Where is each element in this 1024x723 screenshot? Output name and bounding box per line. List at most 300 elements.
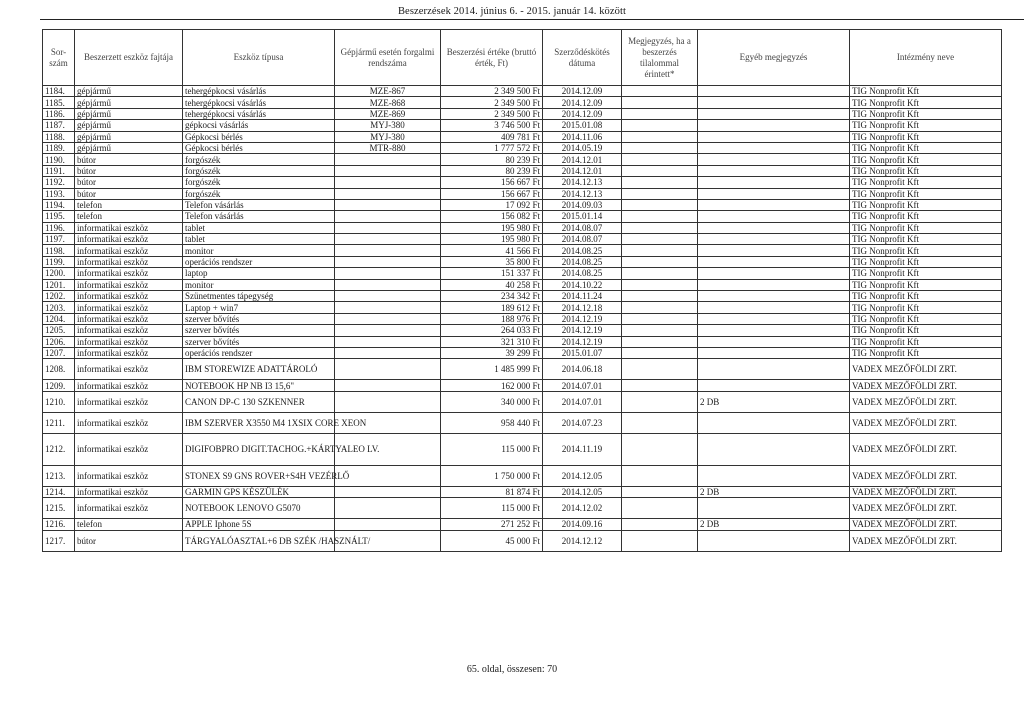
cell-datum: 2014.12.01 [543, 165, 622, 176]
cell-megjegyzes [622, 336, 698, 347]
table-row [43, 291, 1002, 302]
cell-datum: 2014.12.01 [543, 154, 622, 165]
cell-fajta: informatikai eszköz [75, 465, 183, 486]
cell-egyeb [698, 433, 850, 465]
cell-datum: 2014.12.13 [543, 188, 622, 199]
cell-datum: 2014.07.01 [543, 391, 622, 412]
cell-tipus: tehergépkocsi vásárlás [183, 97, 335, 108]
cell-sorszam: 1196. [43, 222, 75, 233]
cell-tipus: szerver bővítés [183, 325, 335, 336]
cell-datum: 2014.09.03 [543, 199, 622, 210]
cell-egyeb [698, 222, 850, 233]
cell-megjegyzes [622, 519, 698, 530]
cell-datum: 2015.01.14 [543, 211, 622, 222]
cell-intezmeny: TIG Nonprofit Kft [850, 256, 1002, 267]
cell-sorszam: 1203. [43, 302, 75, 313]
cell-fajta: informatikai eszköz [75, 347, 183, 358]
cell-ertek: 35 800 Ft [441, 256, 543, 267]
cell-egyeb: 2 DB [698, 519, 850, 530]
cell-datum: 2014.08.07 [543, 222, 622, 233]
cell-rendszam [335, 268, 441, 279]
procurement-table [42, 29, 1002, 552]
cell-tipus: IBM STOREWIZE ADATTÁROLÓ [183, 359, 335, 380]
cell-sorszam: 1207. [43, 347, 75, 358]
table-row [43, 347, 1002, 358]
table-row [43, 313, 1002, 324]
cell-fajta: bútor [75, 177, 183, 188]
cell-intezmeny: TIG Nonprofit Kft [850, 279, 1002, 290]
cell-egyeb [698, 245, 850, 256]
cell-rendszam [335, 154, 441, 165]
cell-intezmeny: TIG Nonprofit Kft [850, 154, 1002, 165]
cell-intezmeny: TIG Nonprofit Kft [850, 245, 1002, 256]
cell-datum: 2014.12.05 [543, 465, 622, 486]
cell-rendszam [335, 188, 441, 199]
cell-fajta: informatikai eszköz [75, 486, 183, 497]
cell-fajta: informatikai eszköz [75, 498, 183, 519]
cell-egyeb [698, 412, 850, 433]
table-row [43, 199, 1002, 210]
cell-megjegyzes [622, 234, 698, 245]
cell-sorszam: 1206. [43, 336, 75, 347]
table-row [43, 177, 1002, 188]
cell-intezmeny: VADEX MEZŐFÖLDI ZRT. [850, 380, 1002, 391]
cell-egyeb [698, 336, 850, 347]
cell-sorszam: 1192. [43, 177, 75, 188]
cell-sorszam: 1210. [43, 391, 75, 412]
cell-rendszam: MZE-869 [335, 108, 441, 119]
table-row [43, 465, 1002, 486]
cell-ertek: 17 092 Ft [441, 199, 543, 210]
table-row [43, 336, 1002, 347]
cell-ertek: 156 667 Ft [441, 188, 543, 199]
table-row [43, 530, 1002, 551]
cell-fajta: telefon [75, 519, 183, 530]
table-row [43, 256, 1002, 267]
cell-ertek: 162 000 Ft [441, 380, 543, 391]
cell-tipus: Szünetmentes tápegység [183, 291, 335, 302]
cell-fajta: informatikai eszköz [75, 245, 183, 256]
cell-ertek: 189 612 Ft [441, 302, 543, 313]
cell-tipus: IBM SZERVER X3550 M4 1XSIX CORE XEON [183, 412, 335, 433]
cell-tipus: Telefon vásárlás [183, 199, 335, 210]
cell-egyeb [698, 97, 850, 108]
cell-egyeb [698, 279, 850, 290]
cell-rendszam [335, 313, 441, 324]
cell-sorszam: 1214. [43, 486, 75, 497]
table-row [43, 302, 1002, 313]
table-row [43, 268, 1002, 279]
cell-megjegyzes [622, 211, 698, 222]
cell-rendszam [335, 177, 441, 188]
cell-intezmeny: VADEX MEZŐFÖLDI ZRT. [850, 519, 1002, 530]
header-rule [40, 19, 1024, 20]
cell-intezmeny: VADEX MEZŐFÖLDI ZRT. [850, 530, 1002, 551]
cell-fajta: gépjármű [75, 120, 183, 131]
cell-fajta: informatikai eszköz [75, 279, 183, 290]
cell-intezmeny: VADEX MEZŐFÖLDI ZRT. [850, 498, 1002, 519]
table-row [43, 245, 1002, 256]
cell-ertek: 271 252 Ft [441, 519, 543, 530]
cell-rendszam [335, 325, 441, 336]
cell-tipus: NOTEBOOK HP NB I3 15,6" [183, 380, 335, 391]
cell-tipus: GARMIN GPS KÉSZÜLÉK [183, 486, 335, 497]
cell-ertek: 2 349 500 Ft [441, 108, 543, 119]
cell-egyeb [698, 165, 850, 176]
cell-megjegyzes [622, 188, 698, 199]
cell-megjegyzes [622, 97, 698, 108]
page-title: Beszerzések 2014. június 6. - 2015. január 14. között [397, 6, 627, 17]
cell-megjegyzes [622, 279, 698, 290]
cell-megjegyzes [622, 154, 698, 165]
cell-datum: 2014.06.18 [543, 359, 622, 380]
page-footer: 65. oldal, összesen: 70 [466, 664, 558, 675]
cell-sorszam: 1198. [43, 245, 75, 256]
cell-datum: 2014.12.09 [543, 97, 622, 108]
cell-megjegyzes [622, 391, 698, 412]
cell-tipus: forgószék [183, 154, 335, 165]
cell-datum: 2014.08.25 [543, 256, 622, 267]
cell-sorszam: 1186. [43, 108, 75, 119]
cell-intezmeny: TIG Nonprofit Kft [850, 177, 1002, 188]
cell-datum: 2014.12.12 [543, 530, 622, 551]
col-header-tipus: Eszköz típusa [183, 30, 335, 86]
cell-tipus: szerver bővítés [183, 313, 335, 324]
cell-egyeb [698, 199, 850, 210]
cell-megjegyzes [622, 165, 698, 176]
cell-sorszam: 1202. [43, 291, 75, 302]
cell-intezmeny: TIG Nonprofit Kft [850, 291, 1002, 302]
cell-fajta: informatikai eszköz [75, 359, 183, 380]
cell-datum: 2015.01.08 [543, 120, 622, 131]
cell-rendszam: MZE-868 [335, 97, 441, 108]
cell-egyeb [698, 325, 850, 336]
cell-fajta: informatikai eszköz [75, 268, 183, 279]
cell-intezmeny: VADEX MEZŐFÖLDI ZRT. [850, 486, 1002, 497]
cell-sorszam: 1194. [43, 199, 75, 210]
cell-ertek: 115 000 Ft [441, 498, 543, 519]
table-row [43, 131, 1002, 142]
cell-megjegyzes [622, 131, 698, 142]
cell-sorszam: 1191. [43, 165, 75, 176]
cell-megjegyzes [622, 120, 698, 131]
cell-datum: 2014.12.13 [543, 177, 622, 188]
cell-sorszam: 1215. [43, 498, 75, 519]
cell-fajta: gépjármű [75, 97, 183, 108]
cell-datum: 2014.11.19 [543, 433, 622, 465]
cell-datum: 2014.11.06 [543, 131, 622, 142]
cell-intezmeny: TIG Nonprofit Kft [850, 199, 1002, 210]
cell-fajta: gépjármű [75, 86, 183, 97]
cell-rendszam [335, 199, 441, 210]
cell-megjegyzes [622, 530, 698, 551]
cell-datum: 2014.07.23 [543, 412, 622, 433]
cell-megjegyzes [622, 268, 698, 279]
cell-datum: 2014.12.05 [543, 486, 622, 497]
cell-ertek: 39 299 Ft [441, 347, 543, 358]
cell-ertek: 2 349 500 Ft [441, 86, 543, 97]
cell-megjegyzes [622, 433, 698, 465]
cell-ertek: 156 667 Ft [441, 177, 543, 188]
cell-fajta: informatikai eszköz [75, 302, 183, 313]
cell-fajta: bútor [75, 165, 183, 176]
cell-tipus: operációs rendszer [183, 347, 335, 358]
cell-tipus: forgószék [183, 188, 335, 199]
table-row [43, 211, 1002, 222]
cell-ertek: 2 349 500 Ft [441, 97, 543, 108]
cell-egyeb [698, 359, 850, 380]
cell-datum: 2014.05.19 [543, 142, 622, 153]
cell-intezmeny: TIG Nonprofit Kft [850, 222, 1002, 233]
cell-ertek: 195 980 Ft [441, 222, 543, 233]
cell-megjegyzes [622, 498, 698, 519]
cell-sorszam: 1199. [43, 256, 75, 267]
cell-rendszam [335, 256, 441, 267]
cell-datum: 2014.12.02 [543, 498, 622, 519]
cell-tipus: tehergépkocsi vásárlás [183, 108, 335, 119]
cell-tipus: Telefon vásárlás [183, 211, 335, 222]
cell-intezmeny: TIG Nonprofit Kft [850, 131, 1002, 142]
cell-egyeb [698, 291, 850, 302]
cell-rendszam [335, 380, 441, 391]
cell-ertek: 40 258 Ft [441, 279, 543, 290]
cell-egyeb [698, 465, 850, 486]
cell-rendszam: MZE-867 [335, 86, 441, 97]
table-header-row [43, 30, 1002, 86]
cell-intezmeny: VADEX MEZŐFÖLDI ZRT. [850, 359, 1002, 380]
cell-megjegyzes [622, 380, 698, 391]
cell-sorszam: 1200. [43, 268, 75, 279]
cell-intezmeny: TIG Nonprofit Kft [850, 86, 1002, 97]
cell-sorszam: 1188. [43, 131, 75, 142]
cell-sorszam: 1212. [43, 433, 75, 465]
cell-intezmeny: VADEX MEZŐFÖLDI ZRT. [850, 391, 1002, 412]
cell-tipus: TÁRGYALÓASZTAL+6 DB SZÉK /HASZNÁLT/ [183, 530, 335, 551]
table-row [43, 222, 1002, 233]
cell-egyeb [698, 211, 850, 222]
cell-sorszam: 1193. [43, 188, 75, 199]
table-row [43, 486, 1002, 497]
table-row [43, 279, 1002, 290]
table-row [43, 519, 1002, 530]
cell-egyeb [698, 380, 850, 391]
cell-sorszam: 1185. [43, 97, 75, 108]
cell-fajta: telefon [75, 211, 183, 222]
cell-egyeb [698, 530, 850, 551]
cell-egyeb: 2 DB [698, 486, 850, 497]
cell-fajta: informatikai eszköz [75, 433, 183, 465]
cell-megjegyzes [622, 465, 698, 486]
cell-rendszam [335, 498, 441, 519]
cell-tipus: CANON DP-C 130 SZKENNER [183, 391, 335, 412]
cell-intezmeny: TIG Nonprofit Kft [850, 325, 1002, 336]
cell-ertek: 188 976 Ft [441, 313, 543, 324]
cell-ertek: 340 000 Ft [441, 391, 543, 412]
cell-fajta: informatikai eszköz [75, 222, 183, 233]
cell-egyeb [698, 347, 850, 358]
cell-megjegyzes [622, 412, 698, 433]
cell-sorszam: 1208. [43, 359, 75, 380]
cell-megjegyzes [622, 313, 698, 324]
cell-fajta: gépjármű [75, 131, 183, 142]
cell-tipus: tehergépkocsi vásárlás [183, 86, 335, 97]
cell-sorszam: 1216. [43, 519, 75, 530]
cell-fajta: bútor [75, 530, 183, 551]
cell-egyeb [698, 256, 850, 267]
col-header-intezmeny: Intézmény neve [850, 30, 1002, 86]
table-row [43, 86, 1002, 97]
cell-sorszam: 1201. [43, 279, 75, 290]
cell-ertek: 151 337 Ft [441, 268, 543, 279]
cell-megjegyzes [622, 142, 698, 153]
cell-datum: 2014.12.09 [543, 108, 622, 119]
cell-datum: 2014.08.25 [543, 245, 622, 256]
cell-megjegyzes [622, 302, 698, 313]
cell-tipus: gépkocsi vásárlás [183, 120, 335, 131]
cell-datum: 2014.10.22 [543, 279, 622, 290]
cell-tipus: STONEX S9 GNS ROVER+S4H VEZÉRLŐ [183, 465, 335, 486]
cell-ertek: 41 566 Ft [441, 245, 543, 256]
cell-ertek: 234 342 Ft [441, 291, 543, 302]
col-header-sorszam: Sor- szám [43, 30, 75, 86]
cell-rendszam [335, 302, 441, 313]
cell-datum: 2014.12.19 [543, 325, 622, 336]
cell-egyeb [698, 498, 850, 519]
cell-megjegyzes [622, 359, 698, 380]
table-row [43, 498, 1002, 519]
cell-fajta: gépjármű [75, 108, 183, 119]
col-header-datum: Szerződéskötés dátuma [543, 30, 622, 86]
cell-fajta: gépjármű [75, 142, 183, 153]
cell-sorszam: 1197. [43, 234, 75, 245]
cell-intezmeny: TIG Nonprofit Kft [850, 97, 1002, 108]
cell-intezmeny: TIG Nonprofit Kft [850, 120, 1002, 131]
cell-rendszam [335, 486, 441, 497]
cell-datum: 2014.12.18 [543, 302, 622, 313]
cell-intezmeny: VADEX MEZŐFÖLDI ZRT. [850, 412, 1002, 433]
cell-egyeb [698, 177, 850, 188]
cell-rendszam [335, 211, 441, 222]
cell-fajta: informatikai eszköz [75, 336, 183, 347]
cell-rendszam [335, 519, 441, 530]
cell-datum: 2014.12.19 [543, 336, 622, 347]
cell-egyeb [698, 268, 850, 279]
cell-egyeb [698, 313, 850, 324]
cell-intezmeny: TIG Nonprofit Kft [850, 302, 1002, 313]
cell-sorszam: 1213. [43, 465, 75, 486]
cell-sorszam: 1217. [43, 530, 75, 551]
cell-ertek: 80 239 Ft [441, 154, 543, 165]
cell-ertek: 115 000 Ft [441, 433, 543, 465]
cell-megjegyzes [622, 86, 698, 97]
cell-intezmeny: VADEX MEZŐFÖLDI ZRT. [850, 465, 1002, 486]
cell-tipus: Laptop + win7 [183, 302, 335, 313]
cell-rendszam [335, 391, 441, 412]
cell-ertek: 3 746 500 Ft [441, 120, 543, 131]
cell-sorszam: 1189. [43, 142, 75, 153]
cell-fajta: bútor [75, 188, 183, 199]
cell-rendszam [335, 291, 441, 302]
cell-intezmeny: TIG Nonprofit Kft [850, 336, 1002, 347]
cell-intezmeny: TIG Nonprofit Kft [850, 108, 1002, 119]
cell-rendszam [335, 465, 441, 486]
cell-egyeb [698, 302, 850, 313]
cell-ertek: 195 980 Ft [441, 234, 543, 245]
cell-rendszam: MTR-880 [335, 142, 441, 153]
cell-intezmeny: TIG Nonprofit Kft [850, 188, 1002, 199]
cell-fajta: informatikai eszköz [75, 391, 183, 412]
cell-datum: 2014.08.07 [543, 234, 622, 245]
cell-fajta: telefon [75, 199, 183, 210]
cell-rendszam [335, 222, 441, 233]
cell-tipus: forgószék [183, 165, 335, 176]
table-body [43, 86, 1002, 552]
cell-ertek: 321 310 Ft [441, 336, 543, 347]
cell-datum: 2014.12.09 [543, 86, 622, 97]
cell-tipus: monitor [183, 279, 335, 290]
cell-intezmeny: TIG Nonprofit Kft [850, 165, 1002, 176]
cell-tipus: Gépkocsi bérlés [183, 142, 335, 153]
cell-rendszam [335, 245, 441, 256]
cell-egyeb [698, 234, 850, 245]
cell-tipus: operációs rendszer [183, 256, 335, 267]
cell-sorszam: 1205. [43, 325, 75, 336]
cell-megjegyzes [622, 291, 698, 302]
cell-datum: 2014.08.25 [543, 268, 622, 279]
table-row [43, 391, 1002, 412]
cell-megjegyzes [622, 108, 698, 119]
table-row [43, 108, 1002, 119]
cell-intezmeny: TIG Nonprofit Kft [850, 347, 1002, 358]
cell-tipus: DIGIFOBPRO DIGIT.TACHOG.+KÁRTYALEO LV. [183, 433, 335, 465]
col-header-rendszam: Gépjármű esetén forgalmi rendszáma [335, 30, 441, 86]
col-header-fajta: Beszerzett eszköz fajtája [75, 30, 183, 86]
cell-megjegyzes [622, 486, 698, 497]
cell-datum: 2014.12.19 [543, 313, 622, 324]
cell-megjegyzes [622, 222, 698, 233]
table-row [43, 120, 1002, 131]
cell-tipus: forgószék [183, 177, 335, 188]
cell-fajta: informatikai eszköz [75, 234, 183, 245]
cell-sorszam: 1204. [43, 313, 75, 324]
cell-megjegyzes [622, 256, 698, 267]
table-row [43, 97, 1002, 108]
cell-egyeb [698, 142, 850, 153]
cell-ertek: 45 000 Ft [441, 530, 543, 551]
cell-fajta: bútor [75, 154, 183, 165]
table-row [43, 154, 1002, 165]
cell-ertek: 1 485 999 Ft [441, 359, 543, 380]
cell-rendszam [335, 234, 441, 245]
cell-fajta: informatikai eszköz [75, 256, 183, 267]
table-row [43, 188, 1002, 199]
table-row [43, 142, 1002, 153]
cell-egyeb [698, 188, 850, 199]
cell-intezmeny: TIG Nonprofit Kft [850, 268, 1002, 279]
table-row [43, 234, 1002, 245]
cell-datum: 2014.11.24 [543, 291, 622, 302]
cell-intezmeny: VADEX MEZŐFÖLDI ZRT. [850, 433, 1002, 465]
cell-megjegyzes [622, 245, 698, 256]
cell-egyeb [698, 108, 850, 119]
cell-ertek: 409 781 Ft [441, 131, 543, 142]
cell-intezmeny: TIG Nonprofit Kft [850, 234, 1002, 245]
cell-ertek: 80 239 Ft [441, 165, 543, 176]
cell-egyeb [698, 86, 850, 97]
cell-megjegyzes [622, 199, 698, 210]
cell-egyeb [698, 131, 850, 142]
cell-rendszam [335, 165, 441, 176]
